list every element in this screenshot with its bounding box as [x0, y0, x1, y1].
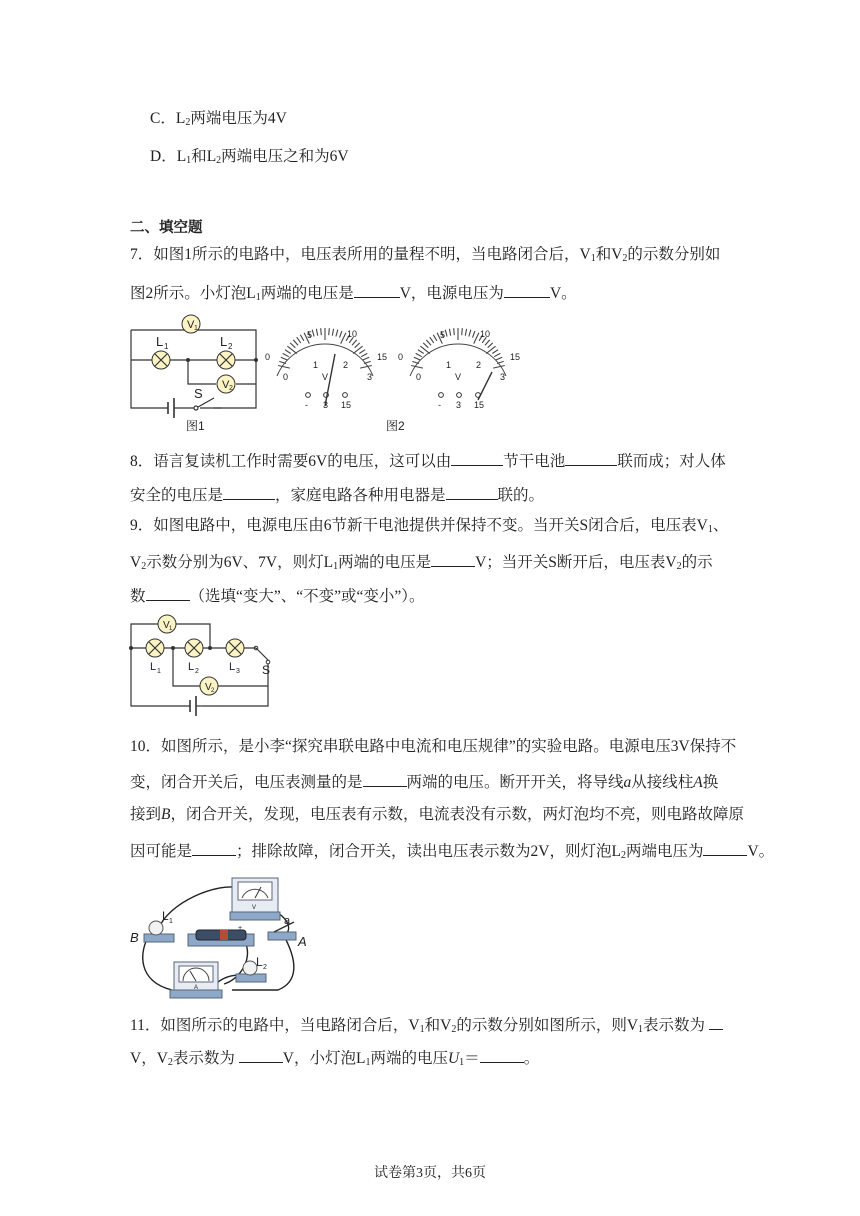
dial-tick — [290, 343, 295, 348]
svg-text:a: a — [284, 915, 291, 927]
q9-line3: 数 （选填“变大”、“不变”或“变小”）。 — [130, 584, 425, 608]
fig1-caption: 图1 — [186, 419, 205, 433]
experiment-figure-q10 — [128, 872, 314, 1002]
switch-icon — [268, 922, 296, 940]
svg-text:15: 15 — [510, 352, 521, 362]
dial-tick — [496, 357, 502, 360]
dial-tick — [336, 330, 338, 337]
battery-box-icon — [188, 925, 254, 946]
q10-line2: 变，闭合开关后，电压表测量的是 两端的电压。断开开关，将导线a从接线柱A换 — [130, 770, 718, 794]
svg-text:1: 1 — [169, 626, 173, 632]
svg-text:0: 0 — [265, 352, 271, 362]
dial-tick — [341, 333, 346, 344]
dial-tick — [433, 335, 437, 341]
dial-tick — [281, 357, 287, 360]
svg-text:1: 1 — [157, 668, 161, 675]
svg-text:2: 2 — [211, 688, 215, 694]
fig1-components — [152, 315, 258, 393]
svg-text:2: 2 — [343, 360, 349, 370]
dial-tick — [474, 333, 479, 344]
svg-text:15: 15 — [341, 400, 352, 410]
svg-text:1: 1 — [313, 360, 319, 370]
q9-line2: $V_2$示数分别为6V、7V，则灯$L_1$两端的电压是 V；当开关S断开后，电压表$V_2$的示 — [130, 550, 713, 578]
dial-tick — [411, 366, 423, 369]
fig2-caption: 图2 — [386, 419, 405, 433]
q7-line2: 图2所示。小灯泡$L_1$两端的电压是 V，电源电压为 V。 — [130, 281, 577, 309]
svg-text:V: V — [163, 620, 170, 631]
svg-text:3: 3 — [236, 668, 240, 675]
q8-line2: 安全的电压是 ，家庭电路各种用电器是 联的。 — [130, 483, 544, 507]
answer-blank — [446, 483, 498, 500]
svg-text:V: V — [222, 379, 230, 391]
q11-line1: 11．如图所示的电路中，当电路闭合后，$V_1$和$V_2$的示数分别如图所示，则$V_1$表示数为 — [130, 1013, 723, 1041]
svg-text:5: 5 — [307, 330, 313, 340]
dial-tick — [492, 350, 498, 354]
svg-text:15: 15 — [377, 352, 388, 362]
svg-text:0: 0 — [398, 352, 404, 362]
dial-tick — [332, 329, 333, 336]
dial-tick — [285, 350, 291, 354]
svg-text:A: A — [298, 934, 307, 949]
svg-text:2: 2 — [228, 342, 233, 351]
q8-line1: 8．语言复读机工作时需要6V的电压，这可以由 节干电池 联而成；对人体 — [130, 449, 726, 473]
svg-text:L: L — [220, 334, 228, 349]
svg-text:2: 2 — [263, 964, 267, 971]
dial-tick — [352, 340, 357, 345]
dial-tick — [300, 335, 304, 341]
dial-tick — [359, 350, 365, 354]
dial-tick — [423, 343, 428, 348]
q10-line4: 因可能是 ；排除故障，闭合开关，读出电压表示数为2V，则灯泡$L_2$两端电压为 V。 — [130, 839, 774, 867]
svg-text:V: V — [455, 372, 462, 382]
svg-text:3: 3 — [367, 372, 373, 382]
dial-tick — [485, 340, 490, 345]
voltmeter-dial-1 — [265, 328, 387, 410]
svg-text:0: 0 — [283, 372, 289, 382]
dial-tick — [283, 353, 289, 356]
answer-blank — [223, 483, 275, 500]
answer-blank — [431, 550, 475, 567]
svg-text:A: A — [194, 985, 199, 991]
dial-tick — [488, 343, 493, 348]
dial-tick — [449, 329, 450, 336]
svg-text:-: - — [438, 400, 441, 410]
svg-text:3: 3 — [323, 400, 329, 410]
dial-tick — [426, 340, 431, 345]
dial-tick — [293, 340, 298, 345]
svg-text:-: - — [305, 400, 308, 410]
q7-line1: 7．如图1所示的电路中，电压表所用的量程不明，当电路闭合后，$V_1$和$V_2$的示数分别如 — [130, 246, 721, 264]
dial-tick — [414, 357, 420, 360]
svg-text:1: 1 — [194, 325, 198, 332]
answer-blank — [480, 1046, 524, 1063]
svg-text:V: V — [322, 372, 329, 382]
answer-blank — [703, 839, 747, 856]
dial-tick — [462, 328, 463, 335]
dial-tick — [361, 353, 367, 356]
answer-blank — [354, 281, 400, 298]
svg-text:V: V — [187, 319, 195, 331]
svg-text:5: 5 — [440, 330, 446, 340]
svg-text:2: 2 — [195, 668, 199, 675]
answer-blank — [192, 839, 236, 856]
dial-tick — [316, 329, 317, 336]
svg-text:V: V — [252, 905, 257, 911]
dial-tick — [329, 328, 330, 335]
dial-tick — [473, 331, 475, 338]
q10-line3: 接到B，闭合开关，发现，电压表有示数，电流表没有示数，两灯泡均不亮，则电路故障原 — [130, 806, 744, 823]
q9-line1: 9．如图电路中，电源电压由6节新干电池提供并保持不变。当开关S闭合后，电压表$V_1$、 — [130, 517, 729, 535]
dial-tick — [418, 350, 424, 354]
svg-text:+: + — [238, 925, 243, 932]
dial-tick — [494, 353, 500, 356]
answer-blank — [451, 449, 503, 466]
q7-figures — [128, 314, 530, 436]
answer-blank — [565, 449, 617, 466]
option-d: D．$L_1$和$L_2$两端电压之和为6V — [150, 148, 349, 166]
dial-tick — [454, 328, 455, 335]
option-c: C．$L_2$两端电压为4V — [150, 110, 287, 128]
svg-text:B: B — [130, 930, 139, 945]
dial-tick — [445, 330, 447, 337]
dial-tick — [278, 366, 290, 369]
svg-text:L: L — [162, 909, 169, 923]
dial-tick — [469, 330, 471, 337]
dial-tick — [416, 353, 422, 356]
dial-tick — [321, 328, 322, 335]
dial-tick — [340, 331, 342, 338]
dial-tick — [493, 366, 505, 369]
page-footer: 试卷第3页，共6页 — [374, 1166, 486, 1181]
svg-text:2: 2 — [229, 385, 233, 392]
dial-tick — [297, 337, 301, 343]
svg-text:0: 0 — [416, 372, 422, 382]
svg-text:1: 1 — [169, 918, 173, 925]
answer-blank — [146, 584, 190, 601]
section-title: 二、填空题 — [130, 220, 203, 236]
answer-blank — [363, 770, 407, 787]
answer-blank — [504, 281, 550, 298]
svg-text:V: V — [205, 682, 212, 693]
svg-text:1: 1 — [446, 360, 452, 370]
dial-tick — [363, 357, 369, 360]
svg-text:L: L — [188, 661, 195, 673]
svg-text:S: S — [262, 663, 271, 677]
svg-text:10: 10 — [480, 329, 491, 339]
circuit-figure-q9 — [128, 612, 276, 716]
voltmeter-device-icon — [230, 878, 280, 920]
svg-text:L: L — [156, 334, 164, 349]
dial-tick — [312, 330, 314, 337]
svg-text:S: S — [194, 386, 203, 401]
circuit-figure-1 — [131, 330, 256, 418]
svg-text:3: 3 — [500, 372, 506, 382]
q10-line1: 10．如图所示，是小李“探究串联电路中电流和电压规律”的实验电路。电源电压3V保持不 — [130, 738, 737, 755]
answer-blank — [239, 1046, 283, 1063]
dial-tick — [465, 329, 466, 336]
voltmeter-dial-2 — [398, 328, 520, 410]
svg-text:2: 2 — [476, 360, 482, 370]
svg-text:1: 1 — [164, 342, 169, 351]
svg-text:L: L — [150, 661, 157, 673]
dial-tick — [360, 366, 372, 369]
svg-text:L: L — [229, 661, 236, 673]
ammeter-device-icon — [170, 962, 222, 998]
svg-text:15: 15 — [474, 400, 485, 410]
answer-blank — [709, 1013, 723, 1030]
svg-text:3: 3 — [456, 400, 462, 410]
svg-text:10: 10 — [347, 329, 358, 339]
dial-tick — [430, 337, 434, 343]
svg-text:L: L — [256, 955, 263, 969]
dial-tick — [355, 343, 360, 348]
q11-line2: V，$V_2$表示数为 V，小灯泡$L_1$两端的电压$U_1=$ 。 — [130, 1046, 539, 1074]
